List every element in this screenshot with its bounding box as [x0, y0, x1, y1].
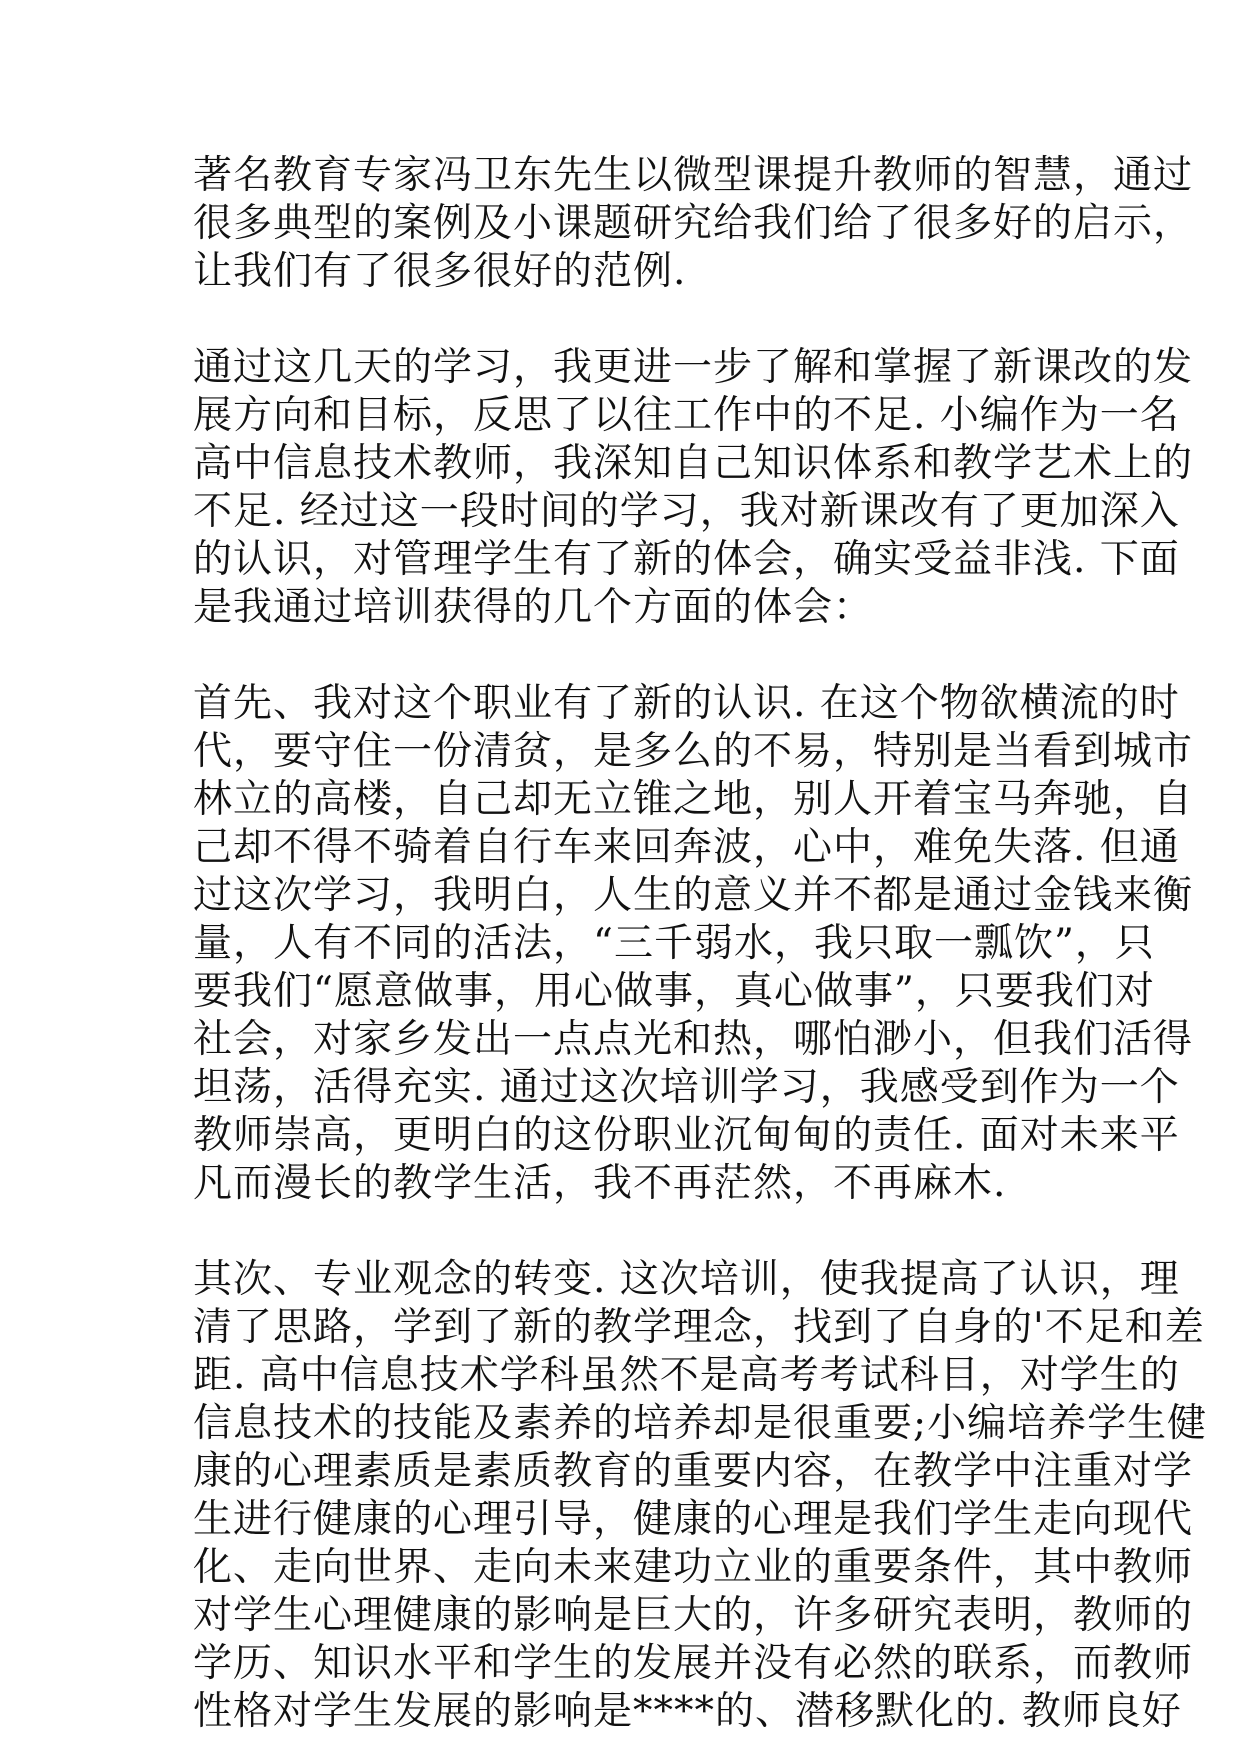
text-line: 距. 高中信息技术学科虽然不是高考考试科目，对学生的: [193, 1353, 1180, 1398]
text-line: 首先、我对这个职业有了新的认识. 在这个物欲横流的时: [193, 681, 1180, 726]
text-line: 是我通过培训获得的几个方面的体会：: [193, 585, 874, 630]
text-line: 其次、专业观念的转变. 这次培训，使我提高了认识，理: [193, 1257, 1180, 1302]
text-line: 生进行健康的心理引导，健康的心理是我们学生走向现代: [193, 1497, 1194, 1542]
text-line: 通过这几天的学习，我更进一步了解和掌握了新课改的发: [193, 345, 1194, 390]
text-line: 己却不得不骑着自行车来回奔波，心中，难免失落. 但通: [193, 825, 1180, 870]
paragraph-spacer: [193, 632, 1063, 680]
text-line: 凡而漫长的教学生活，我不再茫然，不再麻木.: [193, 1161, 1007, 1206]
paragraph-spacer: [193, 1208, 1063, 1256]
text-line: 对学生心理健康的影响是巨大的，许多研究表明，教师的: [193, 1593, 1194, 1638]
text-line: 化、走向世界、走向未来建功立业的重要条件，其中教师: [193, 1545, 1194, 1590]
document-body: [193, 152, 1208, 1736]
text-line: 康的心理素质是素质教育的重要内容，在教学中注重对学: [193, 1449, 1194, 1494]
text-line: 高中信息技术教师，我深知自己知识体系和教学艺术上的: [193, 441, 1194, 486]
text-line: 性格对学生发展的影响是****的、潜移默化的. 教师良好: [193, 1689, 1182, 1734]
paragraph-1: [193, 152, 1194, 296]
text-line: 不足. 经过这一段时间的学习，我对新课改有了更加深入: [193, 489, 1180, 534]
text-line: 量，人有不同的活法，“三千弱水，我只取一瓢饮”，只: [193, 921, 1155, 966]
paragraph-2: [193, 344, 1194, 632]
text-line: 坦荡，活得充实. 通过这次培训学习，我感受到作为一个: [193, 1065, 1180, 1110]
text-line: 很多典型的案例及小课题研究给我们给了很多好的启示，: [193, 201, 1194, 246]
paragraph-spacer: [193, 296, 1063, 344]
text-line: 教师崇高，更明白的这份职业沉甸甸的责任. 面对未来平: [193, 1113, 1180, 1158]
text-line: 要我们“愿意做事，用心做事，真心做事”，只要我们对: [193, 969, 1155, 1014]
text-line: 社会，对家乡发出一点点光和热，哪怕渺小，但我们活得: [193, 1017, 1194, 1062]
text-line: 清了思路，学到了新的教学理念，找到了自身的'不足和差: [193, 1305, 1205, 1350]
text-line: 代，要守住一份清贫，是多么的不易，特别是当看到城市: [193, 729, 1194, 774]
text-line: 让我们有了很多很好的范例.: [193, 249, 687, 294]
text-line: 著名教育专家冯卫东先生以微型课提升教师的智慧，通过: [193, 153, 1194, 198]
text-line: 信息技术的技能及素养的培养却是很重要;小编培养学生健: [193, 1401, 1208, 1446]
text-line: 林立的高楼，自己却无立锥之地，别人开着宝马奔驰，自: [193, 777, 1194, 822]
text-line: 学历、知识水平和学生的发展并没有必然的联系，而教师: [193, 1641, 1194, 1686]
text-line: 过这次学习，我明白，人生的意义并不都是通过金钱来衡: [193, 873, 1194, 918]
text-line: 展方向和目标，反思了以往工作中的不足. 小编作为一名: [193, 393, 1180, 438]
paragraph-4: [193, 1256, 1208, 1736]
text-line: 的认识，对管理学生有了新的体会，确实受益非浅. 下面: [193, 537, 1180, 582]
paragraph-3: [193, 680, 1194, 1208]
